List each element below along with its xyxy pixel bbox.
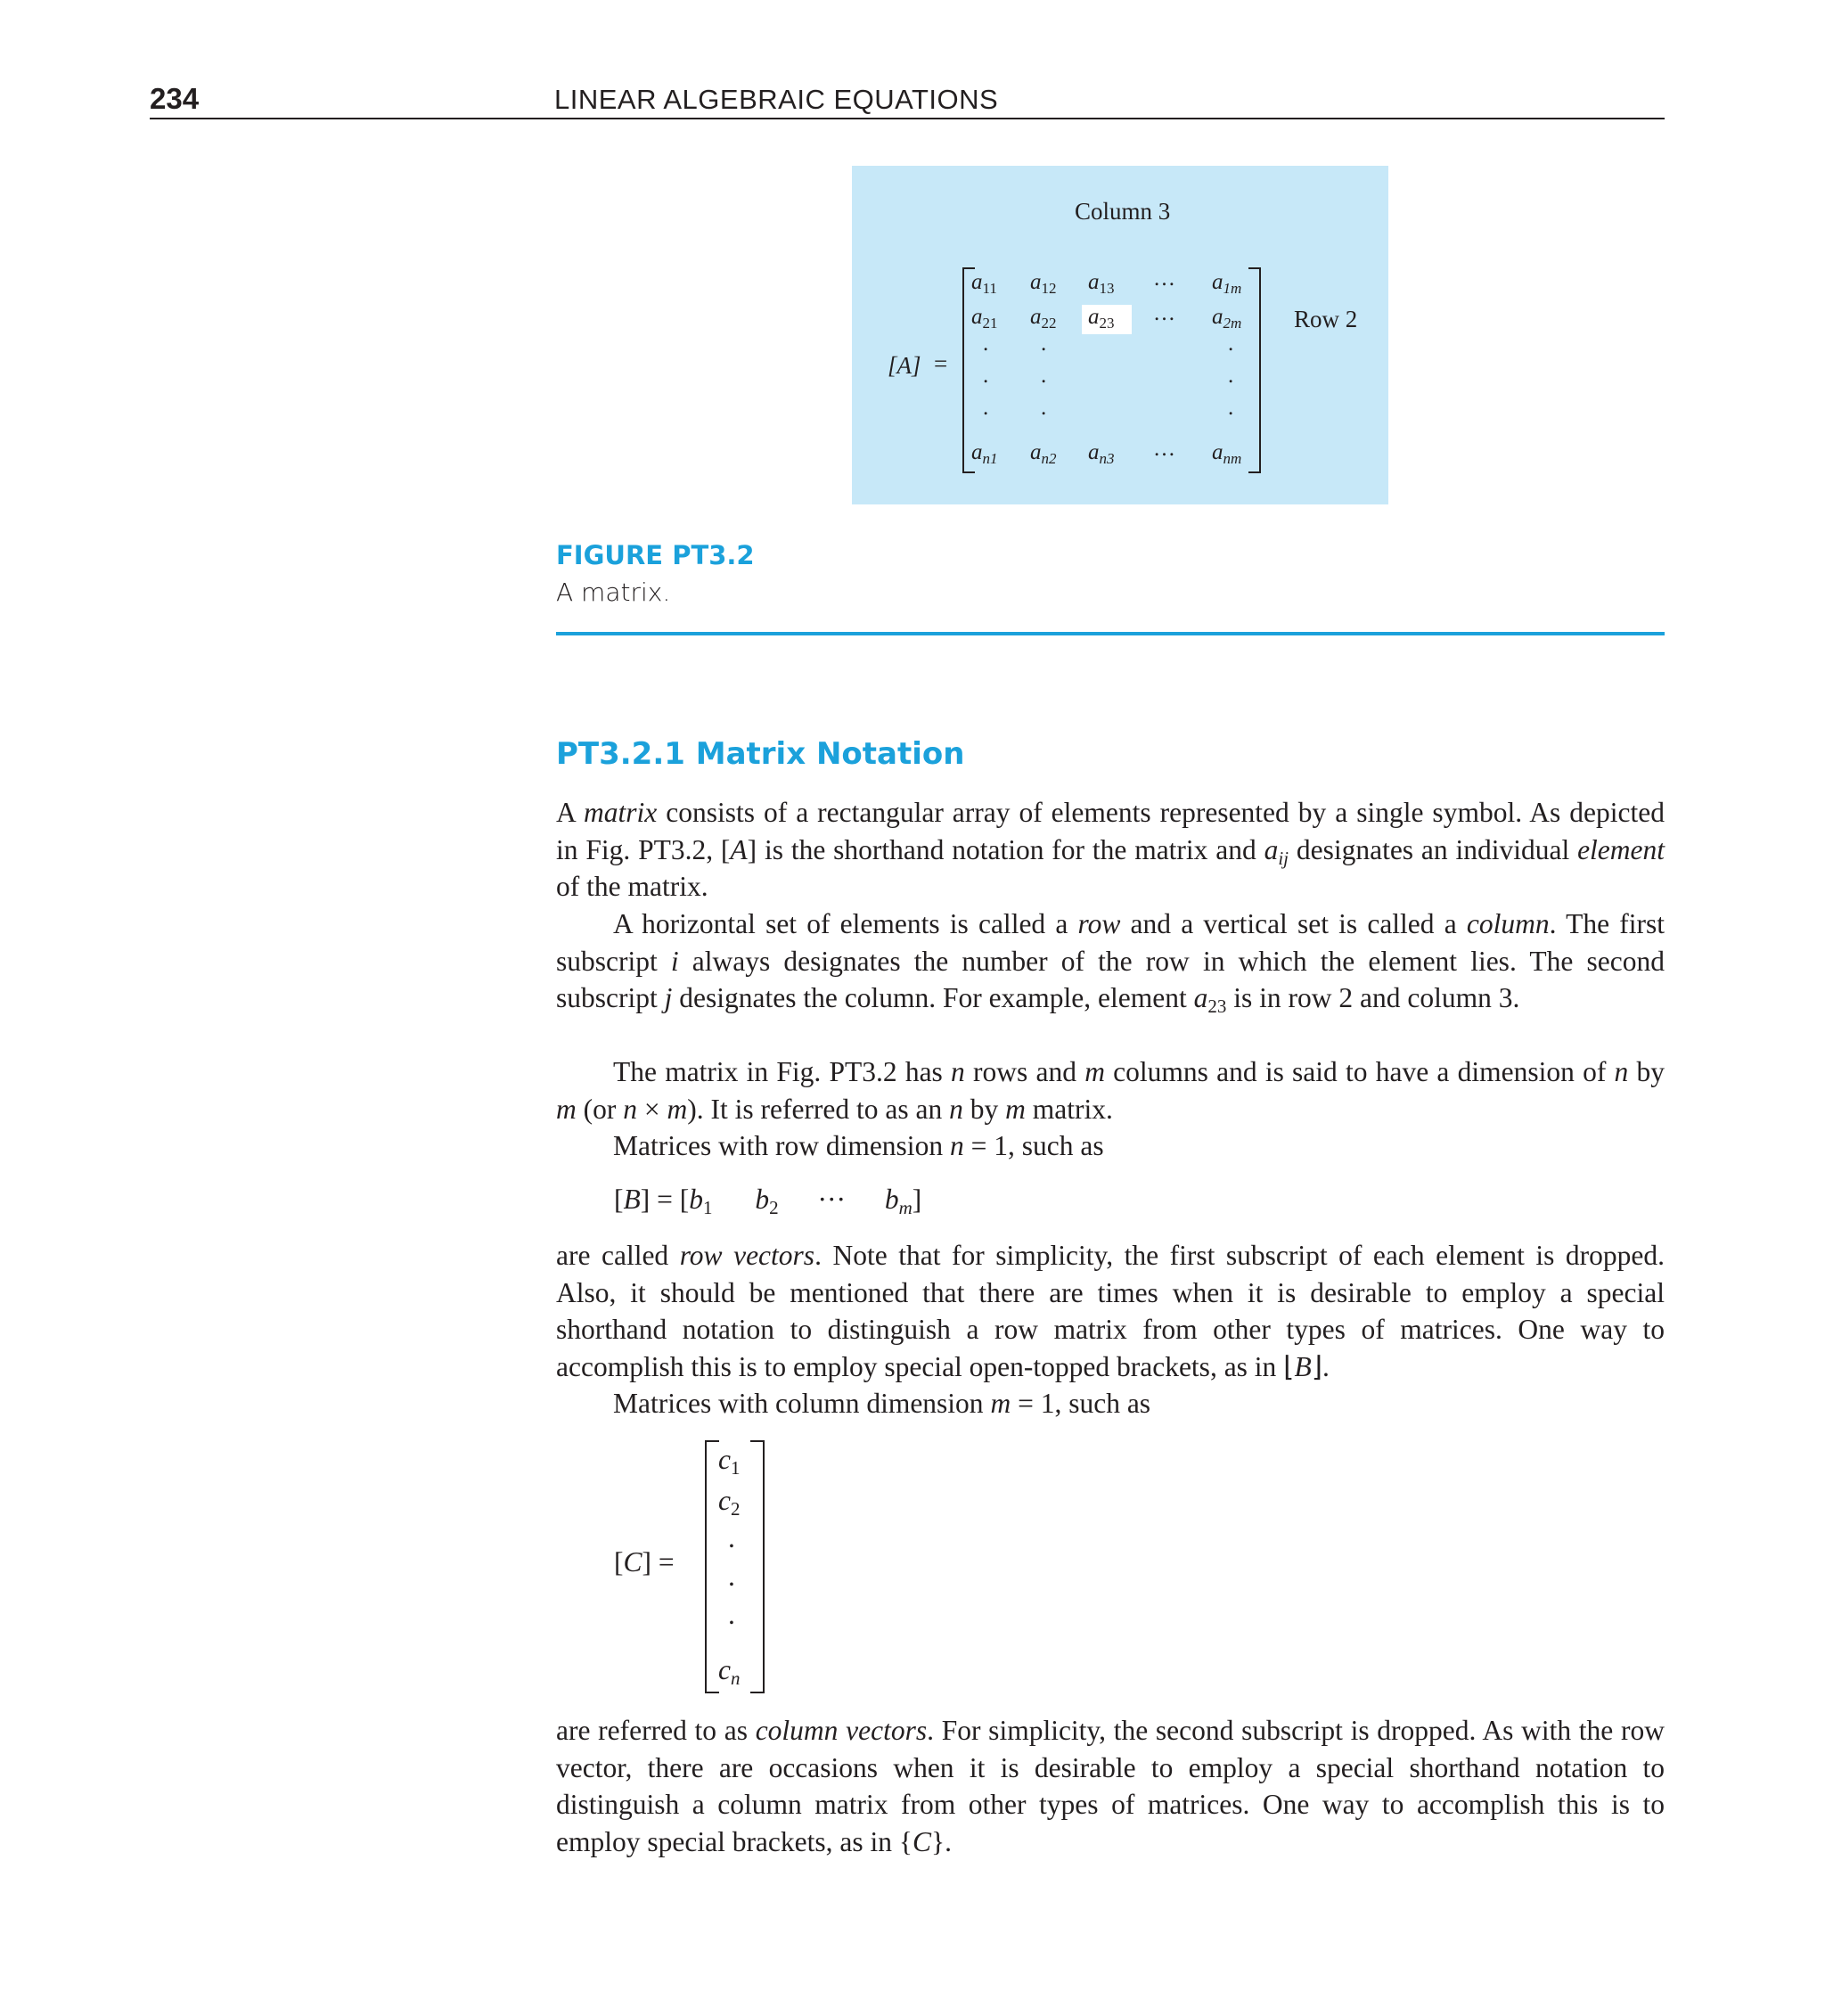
vdot: . <box>1228 396 1234 420</box>
term-row-vectors: row vectors <box>679 1240 815 1271</box>
symbol: n <box>951 1056 965 1087</box>
text: }. <box>931 1825 953 1857</box>
matrix-element <box>1212 305 1241 330</box>
symbol: m <box>556 1093 577 1125</box>
symbol: m <box>667 1093 688 1125</box>
symbol: n <box>1614 1056 1629 1087</box>
text: . For simplicity, the second subscript is dropped. As with the row vector, there are occasions when it is desirable to employ a special shorthand notation to distinguish a column matrix from other types of matrices. One way to accomplish this is to employ special brackets, as in { <box>556 1715 1665 1857</box>
matrix-figure <box>852 166 1388 504</box>
term-row: row <box>1077 908 1121 939</box>
element-sub: 23 <box>1099 315 1115 332</box>
vdot: . <box>1041 364 1047 388</box>
column-vector-lhs <box>614 1546 675 1578</box>
text: by <box>1628 1056 1665 1087</box>
element-var: a <box>971 270 983 294</box>
ellipsis: ··· <box>817 1184 846 1215</box>
element-sub: 13 <box>1099 280 1115 297</box>
text: = 1, such as <box>1011 1388 1151 1419</box>
text: are referred to as <box>556 1715 756 1746</box>
symbol: m <box>990 1388 1011 1419</box>
text: A horizontal set of elements is called a <box>613 908 1078 939</box>
text: is in row 2 and column 3. <box>1226 982 1520 1013</box>
column-element <box>718 1485 741 1520</box>
ellipsis: … <box>1153 266 1175 291</box>
symbol: n <box>623 1093 637 1125</box>
matrix-symbol-text: [A] <box>888 352 921 379</box>
matrix-symbol-a <box>888 352 921 380</box>
text: matrix. <box>1025 1093 1113 1125</box>
text: and a vertical set is called a <box>1120 908 1467 939</box>
element-var: a <box>1088 305 1100 329</box>
paragraph-7 <box>556 1712 1665 1860</box>
symbol: a <box>1193 982 1208 1013</box>
symbol: A <box>730 833 748 865</box>
text: = 1, such as <box>963 1130 1104 1161</box>
subscript: 2 <box>730 1498 741 1520</box>
symbol: n <box>949 1130 964 1161</box>
section-title: PT3.2.1 Matrix Notation <box>556 736 965 772</box>
element-sub: n1 <box>982 450 998 467</box>
vdot: . <box>1228 332 1234 356</box>
element-sub: nm <box>1223 450 1242 467</box>
subscript: ij <box>1278 847 1289 869</box>
eq-text: [ <box>614 1184 624 1215</box>
term-element: element <box>1577 833 1665 865</box>
symbol: m <box>1084 1056 1105 1087</box>
vdot: . <box>1041 396 1047 420</box>
figure-divider <box>556 632 1665 635</box>
element-sub: 22 <box>1041 315 1057 332</box>
vdot: . <box>728 1599 735 1630</box>
text: designates the column. For example, element <box>672 982 1194 1013</box>
symbol: j <box>664 982 673 1013</box>
element-var: a <box>1088 440 1100 464</box>
text: of the matrix. <box>556 871 708 902</box>
matrix-element <box>1030 305 1057 330</box>
term-column: column <box>1466 908 1550 939</box>
symbol: c <box>718 1485 731 1516</box>
matrix-element <box>1030 270 1057 295</box>
matrix-element <box>1212 440 1241 465</box>
text: columns and is said to have a dimension of <box>1104 1056 1615 1087</box>
symbol: B <box>1294 1350 1312 1382</box>
symbol: B <box>623 1184 641 1215</box>
matrix-right-bracket <box>1248 267 1261 473</box>
eq-text: [ <box>614 1546 624 1578</box>
vdot: . <box>1041 332 1047 356</box>
text: Matrices with row dimension <box>613 1130 950 1161</box>
element-sub: 11 <box>982 280 997 297</box>
element-var: a <box>971 305 983 329</box>
eq-text: ] = [ <box>640 1184 690 1215</box>
text: rows and <box>964 1056 1085 1087</box>
vdot: . <box>728 1561 735 1592</box>
matrix-element-a23 <box>1088 305 1115 330</box>
element-var: a <box>971 440 983 464</box>
symbol: i <box>670 945 679 977</box>
text: × <box>636 1093 667 1125</box>
text: A <box>556 797 584 828</box>
paragraph-6 <box>556 1385 1665 1422</box>
paragraph-3 <box>556 1053 1665 1127</box>
figure-title: FIGURE PT3.2 <box>556 540 755 570</box>
element-var: a <box>1212 440 1223 464</box>
text: are called <box>556 1240 680 1271</box>
text: by <box>962 1093 1006 1125</box>
term-matrix: matrix <box>584 797 658 828</box>
element-sub: 1m <box>1223 280 1242 297</box>
eq-term <box>885 1184 912 1216</box>
text: ). It is referred to as an <box>687 1093 950 1125</box>
subscript: n <box>730 1668 741 1689</box>
paragraph-5 <box>556 1237 1665 1385</box>
text: consists of a rectangular array of elements represented by a single symbol. As depicted in Fig. PT3.2, [ <box>556 797 1665 865</box>
text: The matrix in Fig. PT3.2 has <box>613 1056 952 1087</box>
text: . Note that for simplicity, the first subscript of each element is dropped. Also, it should be mentioned that there are times when it is desirable to employ a special shorthand notation to distinguish a row matrix from other types of matrices. One way to accomplish this is to employ special open-topped brackets, as in ⌊ <box>556 1240 1665 1382</box>
column-element <box>718 1654 741 1689</box>
element-var: a <box>1212 270 1223 294</box>
vdot: . <box>983 364 989 388</box>
eq-text: ] = <box>642 1546 675 1578</box>
element-sub: n2 <box>1041 450 1057 467</box>
text: ⌋. <box>1311 1350 1330 1382</box>
symbol: n <box>949 1093 963 1125</box>
subscript: 23 <box>1207 996 1227 1017</box>
matrix-element <box>971 440 998 465</box>
text: Matrices with column dimension <box>613 1388 991 1419</box>
column-element <box>718 1444 741 1479</box>
running-head: LINEAR ALGEBRAIC EQUATIONS <box>554 84 999 115</box>
symbol: m <box>1005 1093 1026 1125</box>
element-var: a <box>1088 270 1100 294</box>
row-2-label: Row 2 <box>1294 306 1358 332</box>
element-sub: n3 <box>1099 450 1115 467</box>
matrix-element <box>1088 440 1115 465</box>
symbol: a <box>1264 833 1279 865</box>
subscript: 1 <box>730 1457 741 1479</box>
subscript: 2 <box>769 1197 779 1218</box>
element-sub: 12 <box>1041 280 1057 297</box>
vdot: . <box>728 1522 735 1553</box>
symbol: b <box>689 1184 703 1215</box>
matrix-element <box>1212 270 1241 295</box>
matrix-element <box>971 270 997 295</box>
ellipsis: … <box>1153 437 1175 461</box>
eq-text: ] <box>912 1184 922 1215</box>
text: designates an individual <box>1289 833 1578 865</box>
symbol: C <box>912 1825 932 1857</box>
paragraph-1 <box>556 794 1665 906</box>
element-var: a <box>1212 305 1223 329</box>
column-vector-right-bracket <box>750 1440 765 1693</box>
element-var: a <box>1030 440 1042 464</box>
ellipsis: … <box>1153 301 1175 325</box>
subscript: 1 <box>703 1197 713 1218</box>
vdot: . <box>983 332 989 356</box>
text: . The first subscript <box>556 908 1665 977</box>
term-column-vectors: column vectors <box>755 1715 928 1746</box>
column-3-label: Column 3 <box>1075 198 1171 225</box>
paragraph-2 <box>556 906 1665 1017</box>
element-var: a <box>1030 305 1042 329</box>
element-sub: 2m <box>1223 315 1242 332</box>
text: ] is the shorthand notation for the matrix and <box>747 833 1264 865</box>
paragraph-4 <box>556 1127 1665 1165</box>
matrix-element <box>1030 440 1057 465</box>
column-vector-left-bracket <box>705 1440 719 1693</box>
page-number: 234 <box>150 82 200 115</box>
element-var: a <box>1030 270 1042 294</box>
page-header <box>150 82 1665 119</box>
figure-caption: A matrix. <box>556 578 671 607</box>
symbol: c <box>718 1654 731 1685</box>
vdot: . <box>983 396 989 420</box>
equals-sign: = <box>934 350 948 377</box>
eq-term <box>755 1184 778 1216</box>
text: (or <box>576 1093 624 1125</box>
matrix-element <box>971 305 998 330</box>
vdot: . <box>1228 364 1234 388</box>
element-sub: 21 <box>982 315 998 332</box>
symbol: b <box>755 1184 770 1215</box>
matrix-element <box>1088 270 1115 295</box>
symbol: b <box>884 1184 899 1215</box>
symbol: c <box>718 1444 731 1475</box>
symbol: C <box>623 1546 642 1578</box>
subscript: m <box>898 1197 912 1218</box>
text: always designates the number of the row in which the element lies. The second subscript <box>556 945 1665 1013</box>
row-vector-equation <box>614 1184 921 1216</box>
